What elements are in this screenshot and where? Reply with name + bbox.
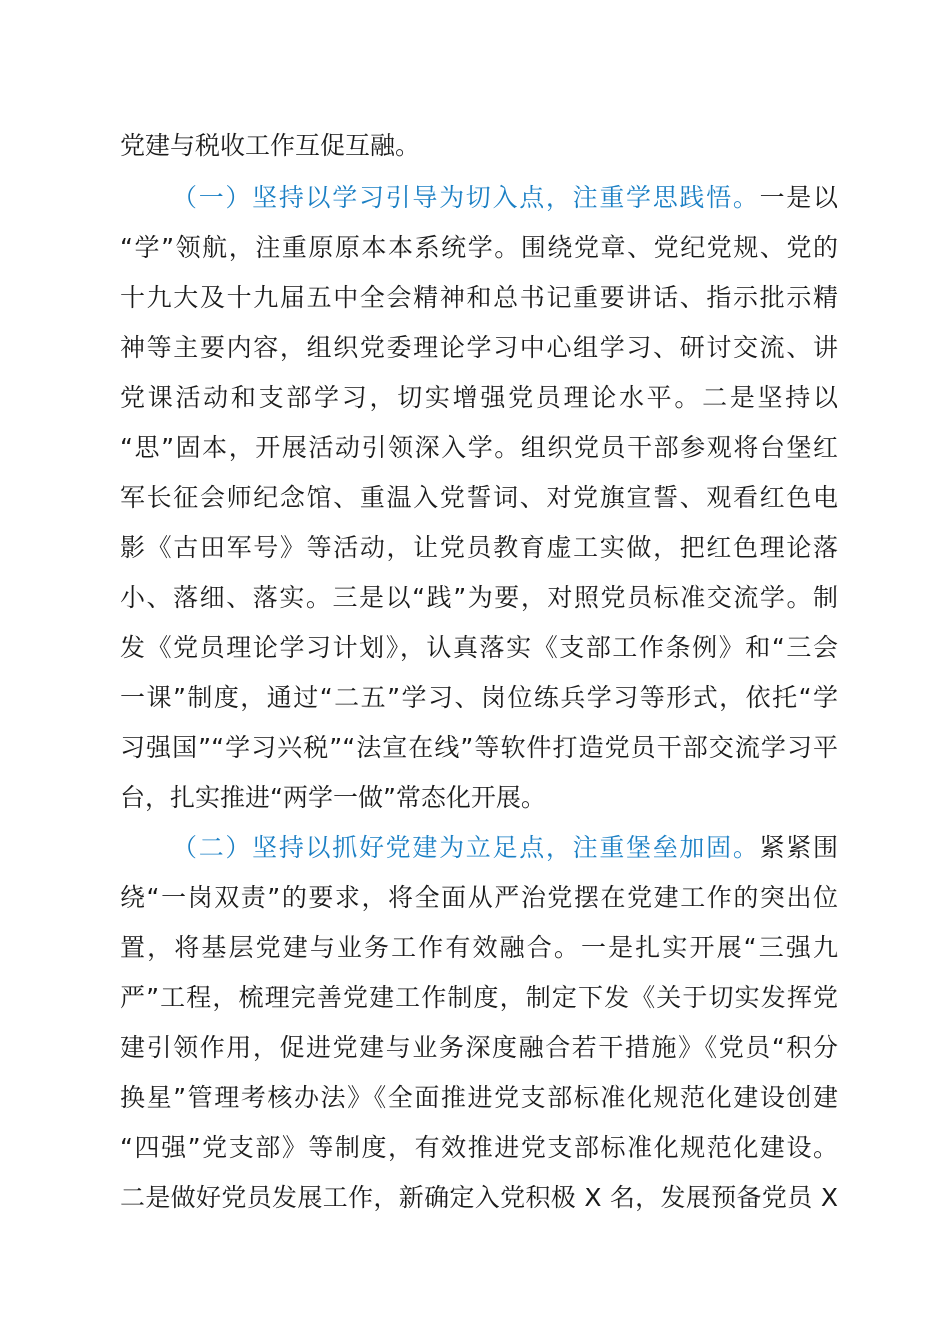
text-line: 建引领作用，促进党建与业务深度融合若干措施》《党员“积分 <box>120 1033 838 1062</box>
text-line: 一课”制度，通过“二五”学习、岗位练兵学习等形式，依托“学 <box>120 683 838 712</box>
text-line: 绕“一岗双责”的要求，将全面从严治党摆在党建工作的突出位 <box>120 883 838 912</box>
text-line: 二是做好党员发展工作，新确定入党积极 X 名，发展预备党员 X <box>120 1183 838 1212</box>
text-line: 党课活动和支部学习，切实增强党员理论水平。二是坚持以 <box>120 383 838 412</box>
text-line: 影《古田军号》等活动，让党员教育虚工实做，把红色理论落 <box>120 533 838 562</box>
text-line: 小、落细、落实。三是以“践”为要，对照党员标准交流学。制 <box>120 583 838 612</box>
section-heading-line: （一）坚持以学习引导为切入点，注重学思践悟。一是以 <box>172 183 838 212</box>
section-heading-2: （二）坚持以抓好党建为立足点，注重堡垒加固。 <box>172 833 760 862</box>
text-line: “思”固本，开展活动引领深入学。组织党员干部参观将台堡红 <box>120 433 838 462</box>
text-line: “学”领航，注重原原本本系统学。围绕党章、党纪党规、党的 <box>120 233 838 262</box>
text-line: 发《党员理论学习计划》，认真落实《支部工作条例》和“三会 <box>120 633 838 662</box>
section-heading-1: （一）坚持以学习引导为切入点，注重学思践悟。 <box>172 183 760 212</box>
text-line: 神等主要内容，组织党委理论学习中心组学习、研讨交流、讲 <box>120 333 838 362</box>
text-line: 台，扎实推进“两学一做”常态化开展。 <box>120 783 546 812</box>
text-line: 习强国”“学习兴税”“法宣在线”等软件打造党员干部交流学习平 <box>120 733 838 762</box>
text-line: 党建与税收工作互促互融。 <box>120 131 421 160</box>
text-line: 置，将基层党建与业务工作有效融合。一是扎实开展“三强九 <box>120 933 838 962</box>
text-line: 换星”管理考核办法》《全面推进党支部标准化规范化建设创建 <box>120 1083 838 1112</box>
section-heading-line: （二）坚持以抓好党建为立足点，注重堡垒加固。紧紧围 <box>172 833 838 862</box>
text-line: 军长征会师纪念馆、重温入党誓词、对党旗宣誓、观看红色电 <box>120 483 838 512</box>
text-line: 十九大及十九届五中全会精神和总书记重要讲话、指示批示精 <box>120 283 838 312</box>
text-line: “四强”党支部》等制度，有效推进党支部标准化规范化建设。 <box>120 1133 838 1162</box>
text-line: 严”工程，梳理完善党建工作制度，制定下发《关于切实发挥党 <box>120 983 838 1012</box>
